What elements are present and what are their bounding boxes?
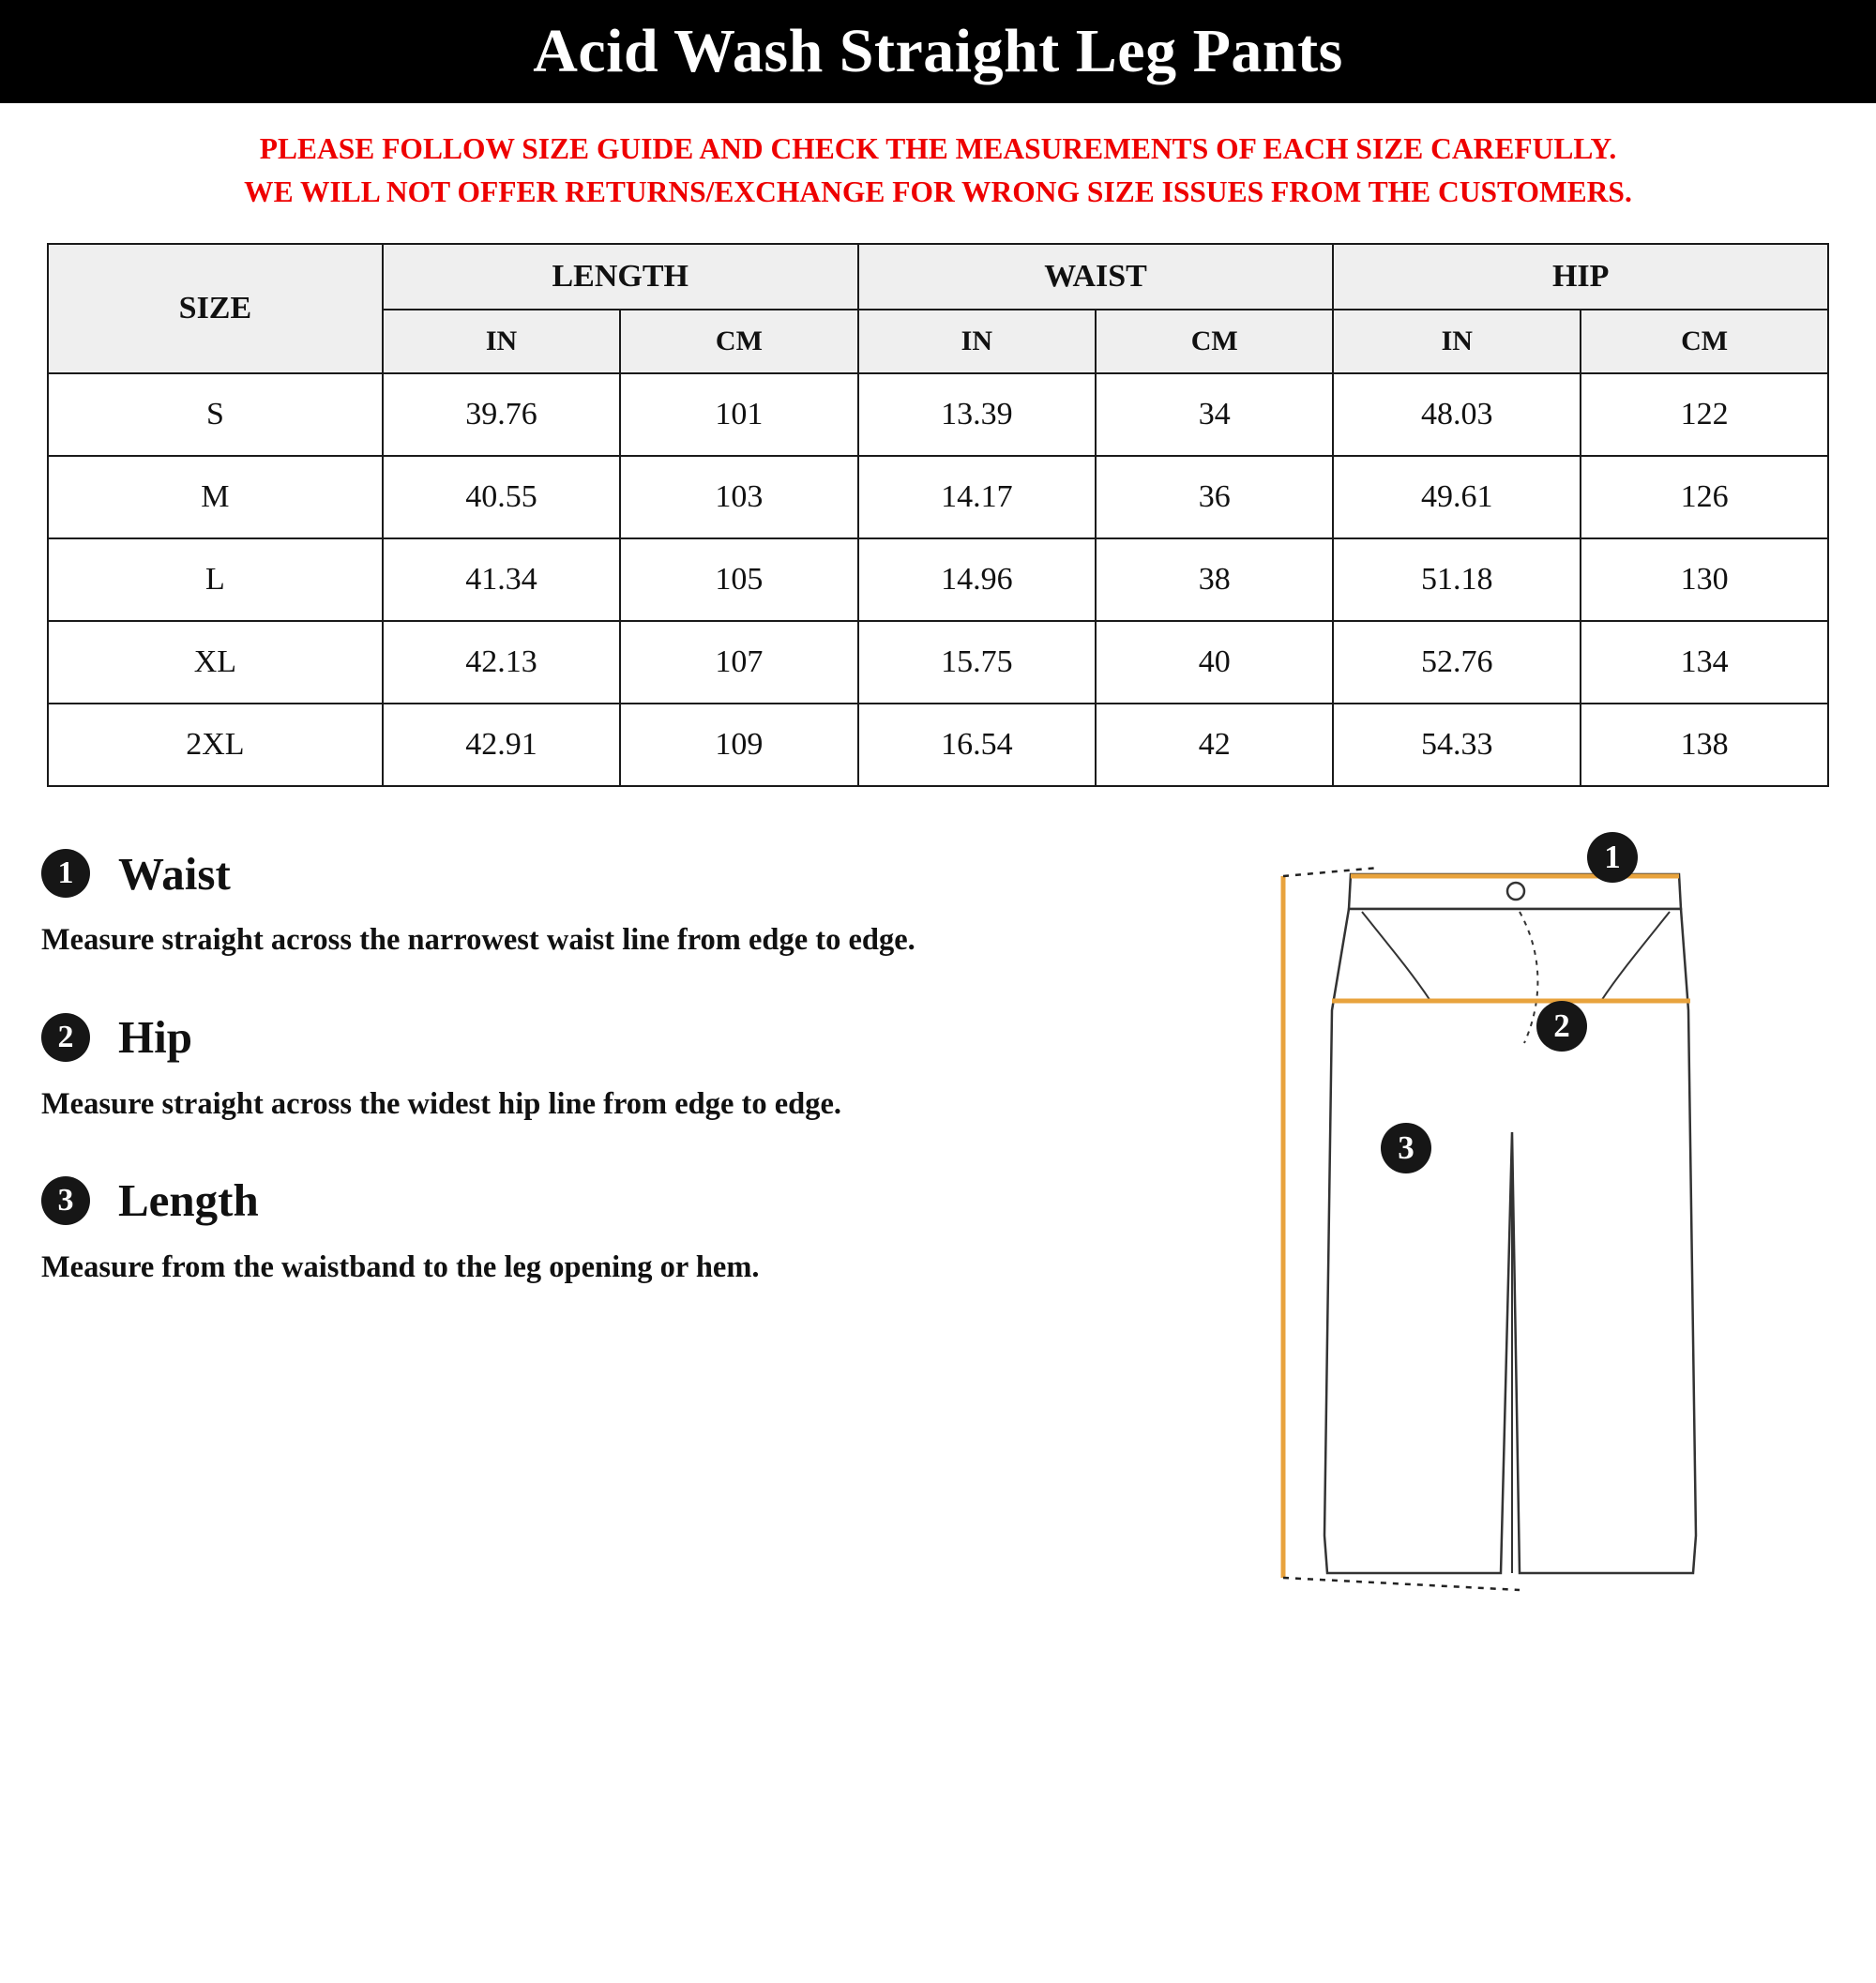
pants-diagram [1238, 823, 1838, 1648]
cell-length-cm: 101 [620, 373, 857, 456]
cell-length-cm: 109 [620, 704, 857, 786]
cell-length-in: 42.13 [383, 621, 620, 704]
cell-hip-cm: 130 [1581, 538, 1828, 621]
table-header-row-groups [48, 244, 1828, 310]
measurement-item-waist [41, 849, 1279, 960]
table-row [48, 538, 1828, 621]
diagram-badge-3: 3 [1381, 1123, 1431, 1173]
cell-waist-in: 14.96 [858, 538, 1096, 621]
cell-hip-cm: 138 [1581, 704, 1828, 786]
cell-length-cm: 103 [620, 456, 857, 538]
size-guide-warning [0, 128, 1876, 213]
cell-size: 2XL [48, 704, 383, 786]
measurement-instructions [41, 849, 1279, 1340]
cell-length-in: 40.55 [383, 456, 620, 538]
cell-length-in: 39.76 [383, 373, 620, 456]
measurement-header [41, 849, 1279, 898]
header-length-in: IN [383, 310, 620, 373]
measurement-item-length [41, 1176, 1279, 1287]
cell-length-in: 41.34 [383, 538, 620, 621]
cell-length-in: 42.91 [383, 704, 620, 786]
cell-hip-in: 51.18 [1333, 538, 1581, 621]
cell-waist-in: 16.54 [858, 704, 1096, 786]
header-group-hip: HIP [1333, 244, 1828, 310]
page-title: Acid Wash Straight Leg Pants [533, 17, 1343, 85]
cell-hip-in: 54.33 [1333, 704, 1581, 786]
cell-waist-in: 15.75 [858, 621, 1096, 704]
header-hip-in: IN [1333, 310, 1581, 373]
size-table-wrapper [47, 243, 1829, 787]
measurement-title-hip: Hip [118, 1011, 192, 1064]
cell-hip-cm: 126 [1581, 456, 1828, 538]
cell-waist-in: 13.39 [858, 373, 1096, 456]
cell-size: M [48, 456, 383, 538]
cell-hip-in: 48.03 [1333, 373, 1581, 456]
header-hip-cm: CM [1581, 310, 1828, 373]
cell-waist-cm: 36 [1096, 456, 1333, 538]
badge-number-2: 2 [41, 1013, 90, 1062]
cell-waist-in: 14.17 [858, 456, 1096, 538]
warning-line-2: WE WILL NOT OFFER RETURNS/EXCHANGE FOR WRONG SIZE ISSUES FROM THE CUSTOMERS. [244, 174, 1632, 208]
measurement-header [41, 1176, 1279, 1225]
cell-length-cm: 107 [620, 621, 857, 704]
diagram-badge-1: 1 [1587, 832, 1638, 883]
measurement-title-waist: Waist [118, 847, 231, 900]
cell-hip-cm: 122 [1581, 373, 1828, 456]
cell-size: S [48, 373, 383, 456]
cell-waist-cm: 40 [1096, 621, 1333, 704]
header-group-waist: WAIST [858, 244, 1334, 310]
header-length-cm: CM [620, 310, 857, 373]
table-row [48, 373, 1828, 456]
header-waist-in: IN [858, 310, 1096, 373]
cell-waist-cm: 42 [1096, 704, 1333, 786]
badge-number-1: 1 [41, 849, 90, 898]
measurement-desc-length: Measure from the waistband to the leg opening or hem. [41, 1249, 760, 1284]
cell-size: XL [48, 621, 383, 704]
cell-waist-cm: 38 [1096, 538, 1333, 621]
cell-size: L [48, 538, 383, 621]
table-row [48, 456, 1828, 538]
cell-hip-in: 49.61 [1333, 456, 1581, 538]
measurement-item-hip [41, 1013, 1279, 1124]
diagram-badge-2: 2 [1536, 1001, 1587, 1052]
measurement-title-length: Length [118, 1174, 259, 1227]
warning-line-1: PLEASE FOLLOW SIZE GUIDE AND CHECK THE MEASUREMENTS OF EACH SIZE CAREFULLY. [259, 132, 1617, 165]
measurement-desc-waist: Measure straight across the narrowest waist line from edge to edge. [41, 923, 915, 958]
header-group-length: LENGTH [383, 244, 858, 310]
header-size: SIZE [48, 244, 383, 373]
cell-hip-cm: 134 [1581, 621, 1828, 704]
table-row [48, 621, 1828, 704]
cell-hip-in: 52.76 [1333, 621, 1581, 704]
table-row [48, 704, 1828, 786]
cell-waist-cm: 34 [1096, 373, 1333, 456]
size-chart-table [47, 243, 1829, 787]
pants-illustration-svg [1238, 823, 1838, 1648]
measurement-guide-section [0, 823, 1876, 1648]
measurement-header [41, 1013, 1279, 1062]
title-bar [0, 0, 1876, 103]
measurement-desc-hip: Measure straight across the widest hip line from edge to edge. [41, 1086, 842, 1121]
cell-length-cm: 105 [620, 538, 857, 621]
badge-number-3: 3 [41, 1176, 90, 1225]
header-waist-cm: CM [1096, 310, 1333, 373]
